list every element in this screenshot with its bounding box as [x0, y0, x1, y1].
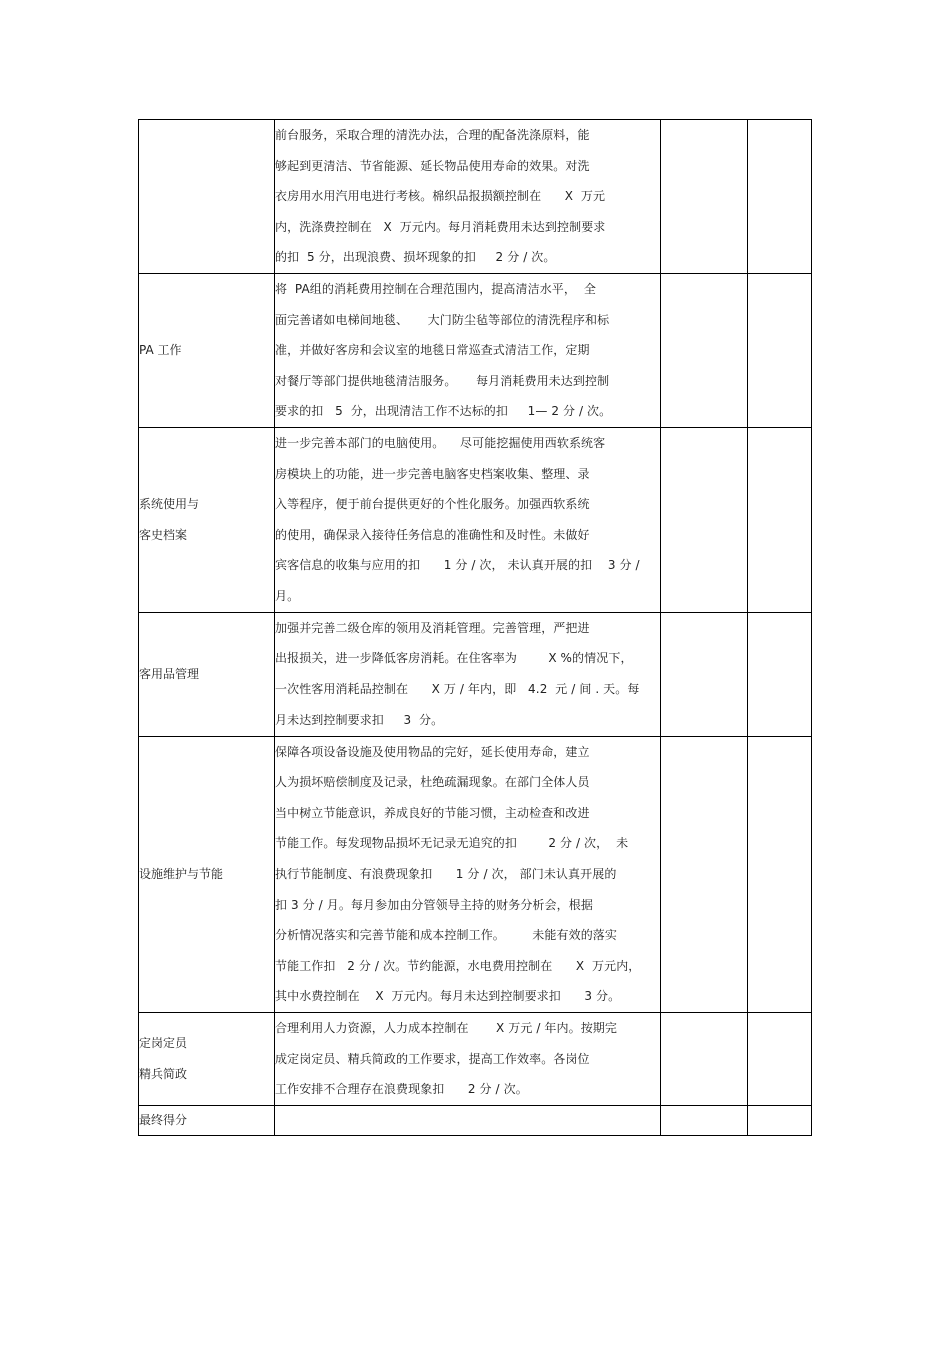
description-cell: [275, 1012, 661, 1105]
description-line: 内，洗涤费控制在 X 万元内。每月消耗费用未达到控制要求: [275, 219, 606, 234]
item-cell: [139, 612, 275, 736]
description-line: 工作安排不合理存在浪费现象扣 2 分 / 次。: [275, 1082, 528, 1097]
description-cell: [275, 612, 661, 736]
item-cell: [139, 274, 275, 428]
description-line: 分析情况落实和完善节能和成本控制工作。 未能有效的落实: [275, 928, 618, 943]
item-label: 客史档案: [139, 527, 188, 542]
description-line: 保障各项设备设施及使用物品的完好，延长使用寿命，建立: [275, 744, 590, 759]
score-cell[interactable]: [661, 274, 748, 428]
description-line: 其中水费控制在 X 万元内。每月未达到控制要求扣 3 分。: [275, 989, 621, 1004]
description-cell: [275, 274, 661, 428]
item-label: 客用品管理: [139, 666, 200, 681]
description-line: 节能工作扣 2 分 / 次。节约能源，水电费用控制在 X 万元内，: [275, 958, 641, 973]
score-cell[interactable]: [661, 428, 748, 613]
description-line: 执行节能制度、有浪费现象扣 1 分 / 次， 部门未认真开展的: [275, 866, 617, 881]
item-cell: [139, 736, 275, 1012]
description-cell: [275, 120, 661, 274]
description-cell: [275, 736, 661, 1012]
final-score-desc-cell[interactable]: [275, 1105, 661, 1135]
final-score-row: [139, 1105, 812, 1135]
description-line: 人为损坏赔偿制度及记录，杜绝疏漏现象。在部门全体人员: [275, 775, 590, 790]
description-line: 出报损关，进一步降低客房消耗。在住客率为 X %的情况下，: [275, 651, 633, 666]
description-line: 加强并完善二级仓库的领用及消耗管理。完善管理，严把进: [275, 620, 590, 635]
description-line: 够起到更清洁、节省能源、延长物品使用寿命的效果。对洗: [275, 158, 590, 173]
description-line: 成定岗定员、精兵简政的工作要求，提高工作效率。各岗位: [275, 1051, 590, 1066]
final-score-cell[interactable]: [661, 1105, 748, 1135]
description-line: 的扣 5 分，出现浪费、损坏现象的扣 2 分 / 次。: [275, 250, 556, 265]
remark-cell[interactable]: [748, 428, 812, 613]
remark-cell[interactable]: [748, 736, 812, 1012]
score-cell[interactable]: [661, 120, 748, 274]
item-cell: [139, 428, 275, 613]
description-line: 扣 3 分 / 月。每月参加由分管领导主持的财务分析会，根据: [275, 897, 593, 912]
description-line: 要求的扣 5 分，出现清洁工作不达标的扣 1— 2 分 / 次。: [275, 404, 612, 419]
remark-cell[interactable]: [748, 120, 812, 274]
remark-cell[interactable]: [748, 1012, 812, 1105]
final-score-text: 最终得分: [139, 1113, 188, 1128]
description-line: 准，并做好客房和会议室的地毯日常巡查式清洁工作，定期: [275, 343, 590, 358]
description-line: 衣房用水用汽用电进行考核。棉织品报损额控制在 X 万元: [275, 189, 606, 204]
table-row: [139, 1012, 812, 1105]
table-row: [139, 736, 812, 1012]
final-score-label: [139, 1105, 275, 1135]
description-line: 当中树立节能意识，养成良好的节能习惯，主动检查和改进: [275, 805, 590, 820]
description-line: 进一步完善本部门的电脑使用。 尽可能挖掘使用西软系统客: [275, 436, 606, 450]
description-line: 节能工作。每发现物品损坏无记录无追究的扣 2 分 / 次， 未: [275, 836, 629, 851]
table-row: [139, 120, 812, 274]
item-label: 系统使用与: [139, 497, 200, 512]
description-line: 前台服务，采取合理的清洗办法，合理的配备洗涤原料，能: [275, 128, 590, 143]
item-label: 定岗定员: [139, 1036, 188, 1051]
description-line: 对餐厅等部门提供地毯清洁服务。 每月消耗费用未达到控制: [275, 373, 610, 388]
description-line: 宾客信息的收集与应用的扣 1 分 / 次， 未认真开展的扣 3 分 /: [275, 558, 640, 573]
description-line: 将 PA组的消耗费用控制在合理范围内，提高清洁水平， 全: [275, 282, 596, 297]
description-line: 的使用，确保录入接待任务信息的准确性和及时性。未做好: [275, 527, 590, 542]
item-label: PA 工作: [139, 343, 182, 358]
item-label: 设施维护与节能: [139, 866, 224, 881]
table-row: [139, 612, 812, 736]
remark-cell[interactable]: [748, 612, 812, 736]
description-line: 入等程序，便于前台提供更好的个性化服务。加强西软系统: [275, 497, 590, 512]
description-line: 月。: [275, 588, 300, 603]
description-line: 月未达到控制要求扣 3 分。: [275, 712, 444, 727]
evaluation-table: [138, 119, 812, 1136]
table-row: [139, 428, 812, 613]
description-cell: [275, 428, 661, 613]
score-cell[interactable]: [661, 612, 748, 736]
item-cell: [139, 120, 275, 274]
score-cell[interactable]: [661, 736, 748, 1012]
final-remark-cell[interactable]: [748, 1105, 812, 1135]
score-cell[interactable]: [661, 1012, 748, 1105]
table-row: [139, 274, 812, 428]
description-line: 面完善诸如电梯间地毯、 大门防尘毡等部位的清洗程序和标: [275, 312, 610, 327]
remark-cell[interactable]: [748, 274, 812, 428]
description-line: 房模块上的功能，进一步完善电脑客史档案收集、整理、录: [275, 466, 590, 481]
description-line: 一次性客用消耗品控制在 X 万 / 年内，即 4.2 元 / 间 . 天。每: [275, 682, 640, 697]
description-line: 合理利用人力资源，人力成本控制在 X 万元 / 年内。按期完: [275, 1021, 618, 1036]
item-label: 精兵简政: [139, 1066, 188, 1081]
item-cell: [139, 1012, 275, 1105]
